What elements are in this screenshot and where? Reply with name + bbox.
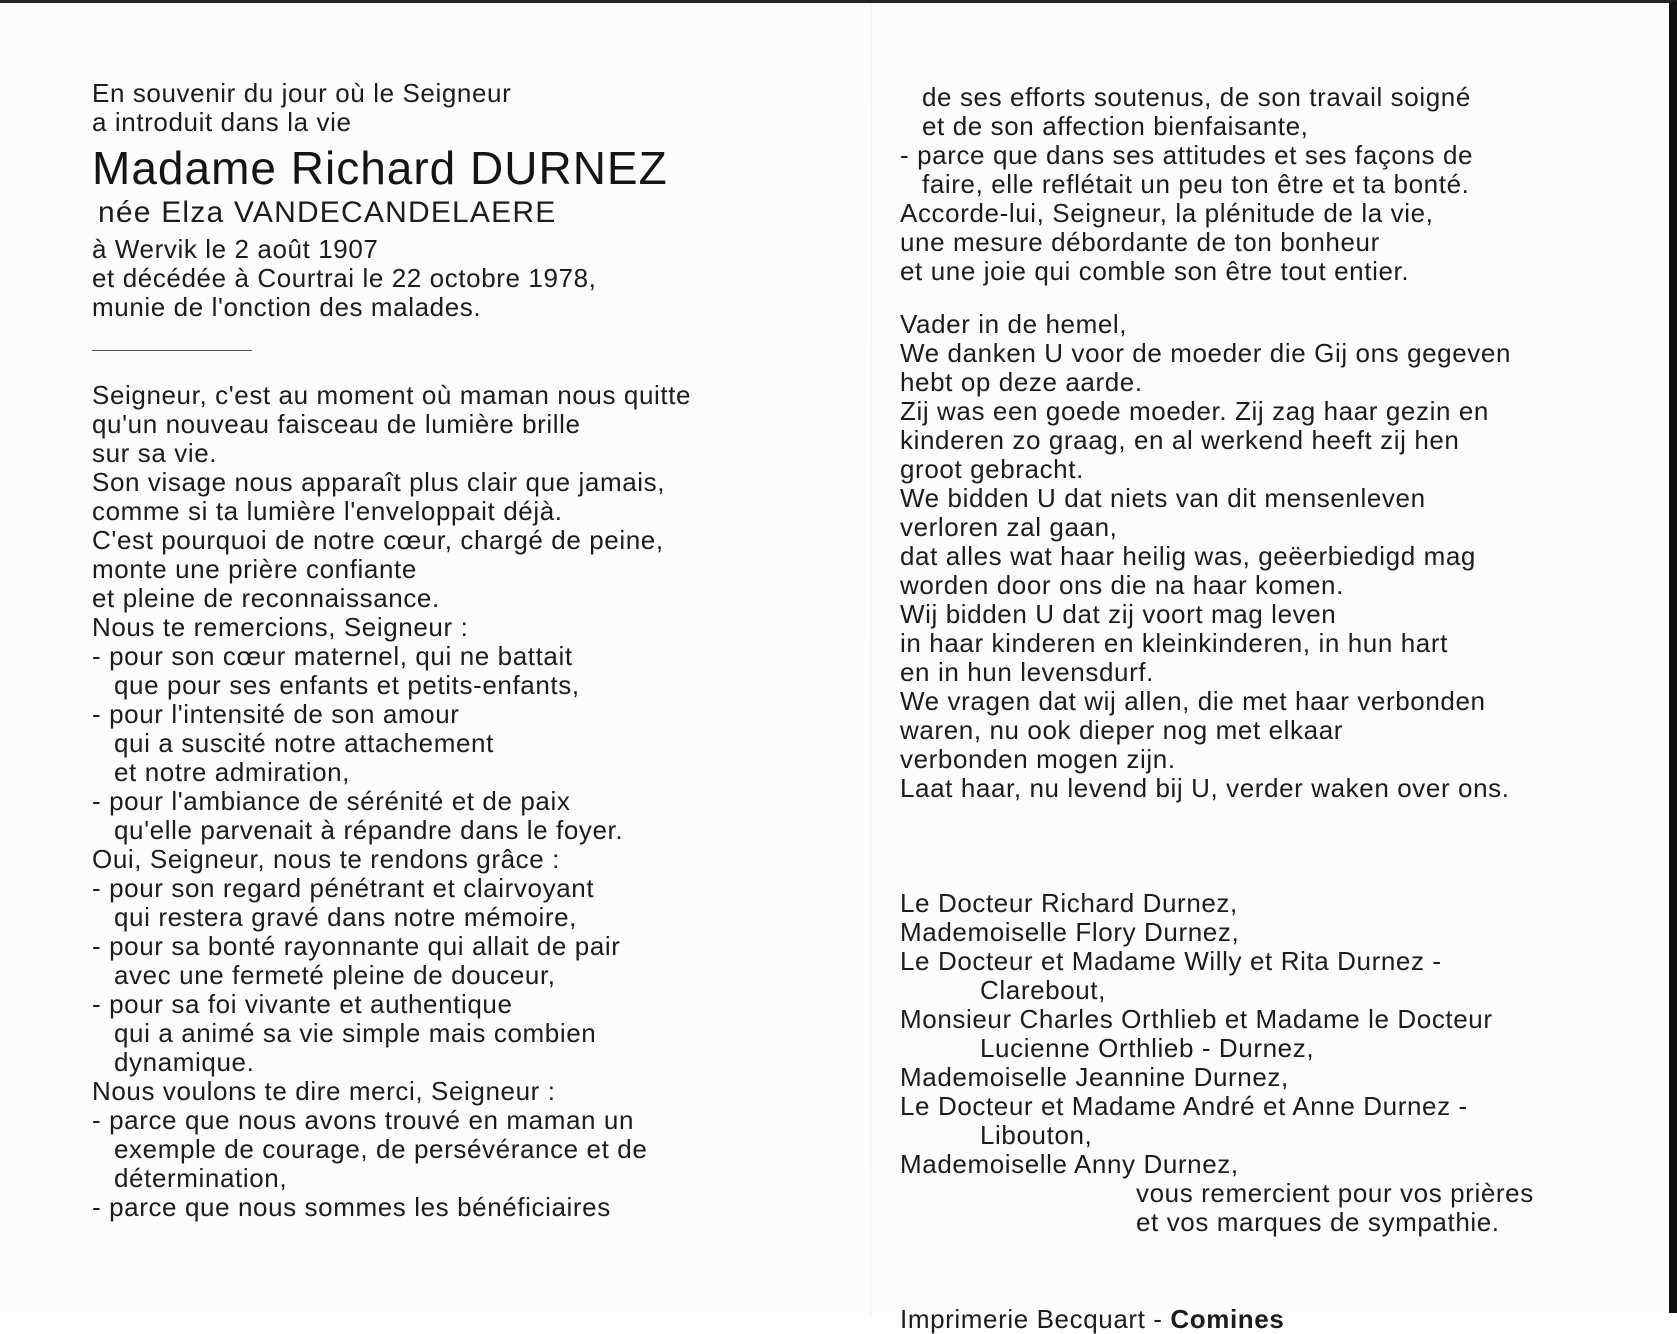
prayer-line: - parce que nous sommes les bénéficiaires (92, 1192, 611, 1222)
prayer-line: - parce que dans ses attitudes et ses façons de (900, 140, 1474, 170)
prayer-line: - pour l'ambiance de sérénité et de paix (92, 786, 571, 816)
prayer-line: - parce que nous avons trouvé en maman un (92, 1105, 635, 1135)
prayer-line: et notre admiration, (114, 757, 351, 787)
prayer-line: - pour sa foi vivante et authentique (92, 989, 513, 1019)
family-member: Lucienne Orthlieb - Durnez, (980, 1033, 1315, 1063)
right-column (900, 83, 1600, 1334)
sacrament-line: munie de l'onction des malades. (92, 292, 482, 322)
family-member: Le Docteur Richard Durnez, (900, 888, 1238, 918)
prayer-line: et pleine de reconnaissance. (92, 583, 440, 613)
french-prayer-continued (900, 83, 1600, 286)
family-member: Monsieur Charles Orthlieb et Madame le Docteur (900, 1004, 1493, 1034)
death-line: et décédée à Courtrai le 22 octobre 1978, (92, 263, 597, 293)
spacer (900, 1237, 1600, 1305)
prayer-line: faire, elle reflétait un peu ton être et ta bonté. (922, 169, 1470, 199)
intro-line: En souvenir du jour où le Seigneur (92, 78, 512, 108)
deceased-name: Madame Richard DURNEZ (92, 142, 668, 194)
prayer-line: Nous te remercions, Seigneur : (92, 612, 469, 642)
family-member: Mademoiselle Anny Durnez, (900, 1149, 1239, 1179)
prayer-line: une mesure débordante de ton bonheur (900, 227, 1380, 257)
maiden-name: née Elza VANDECANDELAERE (98, 196, 557, 229)
left-column (92, 79, 812, 1222)
printer-credit (900, 1305, 1600, 1334)
prayer-line: en in hun levensdurf. (900, 657, 1154, 687)
divider-rule (92, 350, 252, 351)
prayer-line: et de son affection bienfaisante, (922, 111, 1309, 141)
family-member: Le Docteur et Madame André et Anne Durnez - (900, 1091, 1468, 1121)
prayer-line: Seigneur, c'est au moment où maman nous quitte (92, 380, 692, 410)
printer-city: Comines (1170, 1304, 1285, 1334)
prayer-line: Zij was een goede moeder. Zij zag haar gezin en (900, 396, 1489, 426)
family-member: Libouton, (980, 1120, 1093, 1150)
prayer-line: - pour sa bonté rayonnante qui allait de pair (92, 931, 621, 961)
birth-line: à Wervik le 2 août 1907 (92, 234, 379, 264)
spacer (900, 286, 1600, 310)
prayer-line: Vader in de hemel, (900, 309, 1128, 339)
prayer-line: in haar kinderen en kleinkinderen, in hun hart (900, 628, 1448, 658)
prayer-line: qui restera gravé dans notre mémoire, (114, 902, 577, 932)
prayer-line: Accorde-lui, Seigneur, la plénitude de la vie, (900, 198, 1434, 228)
prayer-line: verbonden mogen zijn. (900, 744, 1176, 774)
family-member: Mademoiselle Flory Durnez, (900, 917, 1240, 947)
prayer-line: que pour ses enfants et petits-enfants, (114, 670, 580, 700)
french-prayer (92, 381, 812, 1222)
prayer-line: We danken U voor de moeder die Gij ons gegeven (900, 338, 1512, 368)
prayer-line: qui a animé sa vie simple mais combien (114, 1018, 597, 1048)
prayer-line: - pour son cœur maternel, qui ne battait (92, 641, 573, 671)
printer-name: Imprimerie Becquart - (900, 1304, 1163, 1334)
prayer-line: We bidden U dat niets van dit mensenleven (900, 483, 1426, 513)
prayer-line: Wij bidden U dat zij voort mag leven (900, 599, 1337, 629)
prayer-line: worden door ons die na haar komen. (900, 570, 1344, 600)
prayer-line: verloren zal gaan, (900, 512, 1118, 542)
prayer-line: dat alles wat haar heilig was, geëerbiedigd mag (900, 541, 1476, 571)
family-member: Clarebout, (980, 975, 1106, 1005)
card-fold (870, 3, 872, 1316)
prayer-line: qu'elle parvenait à répandre dans le foyer. (114, 815, 624, 845)
family-member: Le Docteur et Madame Willy et Rita Durnez - (900, 946, 1442, 976)
prayer-line: Nous voulons te dire merci, Seigneur : (92, 1076, 556, 1106)
prayer-line: Laat haar, nu levend bij U, verder waken over ons. (900, 773, 1510, 803)
prayer-line: monte une prière confiante (92, 554, 417, 584)
prayer-line: sur sa vie. (92, 438, 218, 468)
prayer-line: hebt op deze aarde. (900, 367, 1143, 397)
prayer-line: C'est pourquoi de notre cœur, chargé de peine, (92, 525, 664, 555)
prayer-line: de ses efforts soutenus, de son travail soigné (922, 82, 1471, 112)
prayer-line: We vragen dat wij allen, die met haar verbonden (900, 686, 1486, 716)
intro-line: a introduit dans la vie (92, 107, 352, 137)
dutch-prayer (900, 310, 1600, 803)
family-member: Mademoiselle Jeannine Durnez, (900, 1062, 1289, 1092)
prayer-line: groot gebracht. (900, 454, 1084, 484)
prayer-line: Son visage nous apparaît plus clair que jamais, (92, 467, 666, 497)
prayer-line: et une joie qui comble son être tout entier. (900, 256, 1410, 286)
family-list (900, 889, 1600, 1179)
prayer-line: Oui, Seigneur, nous te rendons grâce : (92, 844, 560, 874)
prayer-line: kinderen zo graag, en al werkend heeft zij hen (900, 425, 1460, 455)
thanks-line: vous remercient pour vos prières (1136, 1178, 1534, 1208)
prayer-line: comme si ta lumière l'enveloppait déjà. (92, 496, 563, 526)
spacer (900, 803, 1600, 889)
prayer-line: dynamique. (114, 1047, 255, 1077)
prayer-line: détermination, (114, 1163, 288, 1193)
thanks-line: et vos marques de sympathie. (1136, 1207, 1500, 1237)
prayer-line: avec une fermeté pleine de douceur, (114, 960, 556, 990)
prayer-line: waren, nu ook dieper nog met elkaar (900, 715, 1344, 745)
prayer-line: - pour son regard pénétrant et clairvoyant (92, 873, 595, 903)
prayer-line: - pour l'intensité de son amour (92, 699, 460, 729)
prayer-line: qu'un nouveau faisceau de lumière brille (92, 409, 581, 439)
prayer-line: qui a suscité notre attachement (114, 728, 494, 758)
prayer-line: exemple de courage, de persévérance et de (114, 1134, 648, 1164)
